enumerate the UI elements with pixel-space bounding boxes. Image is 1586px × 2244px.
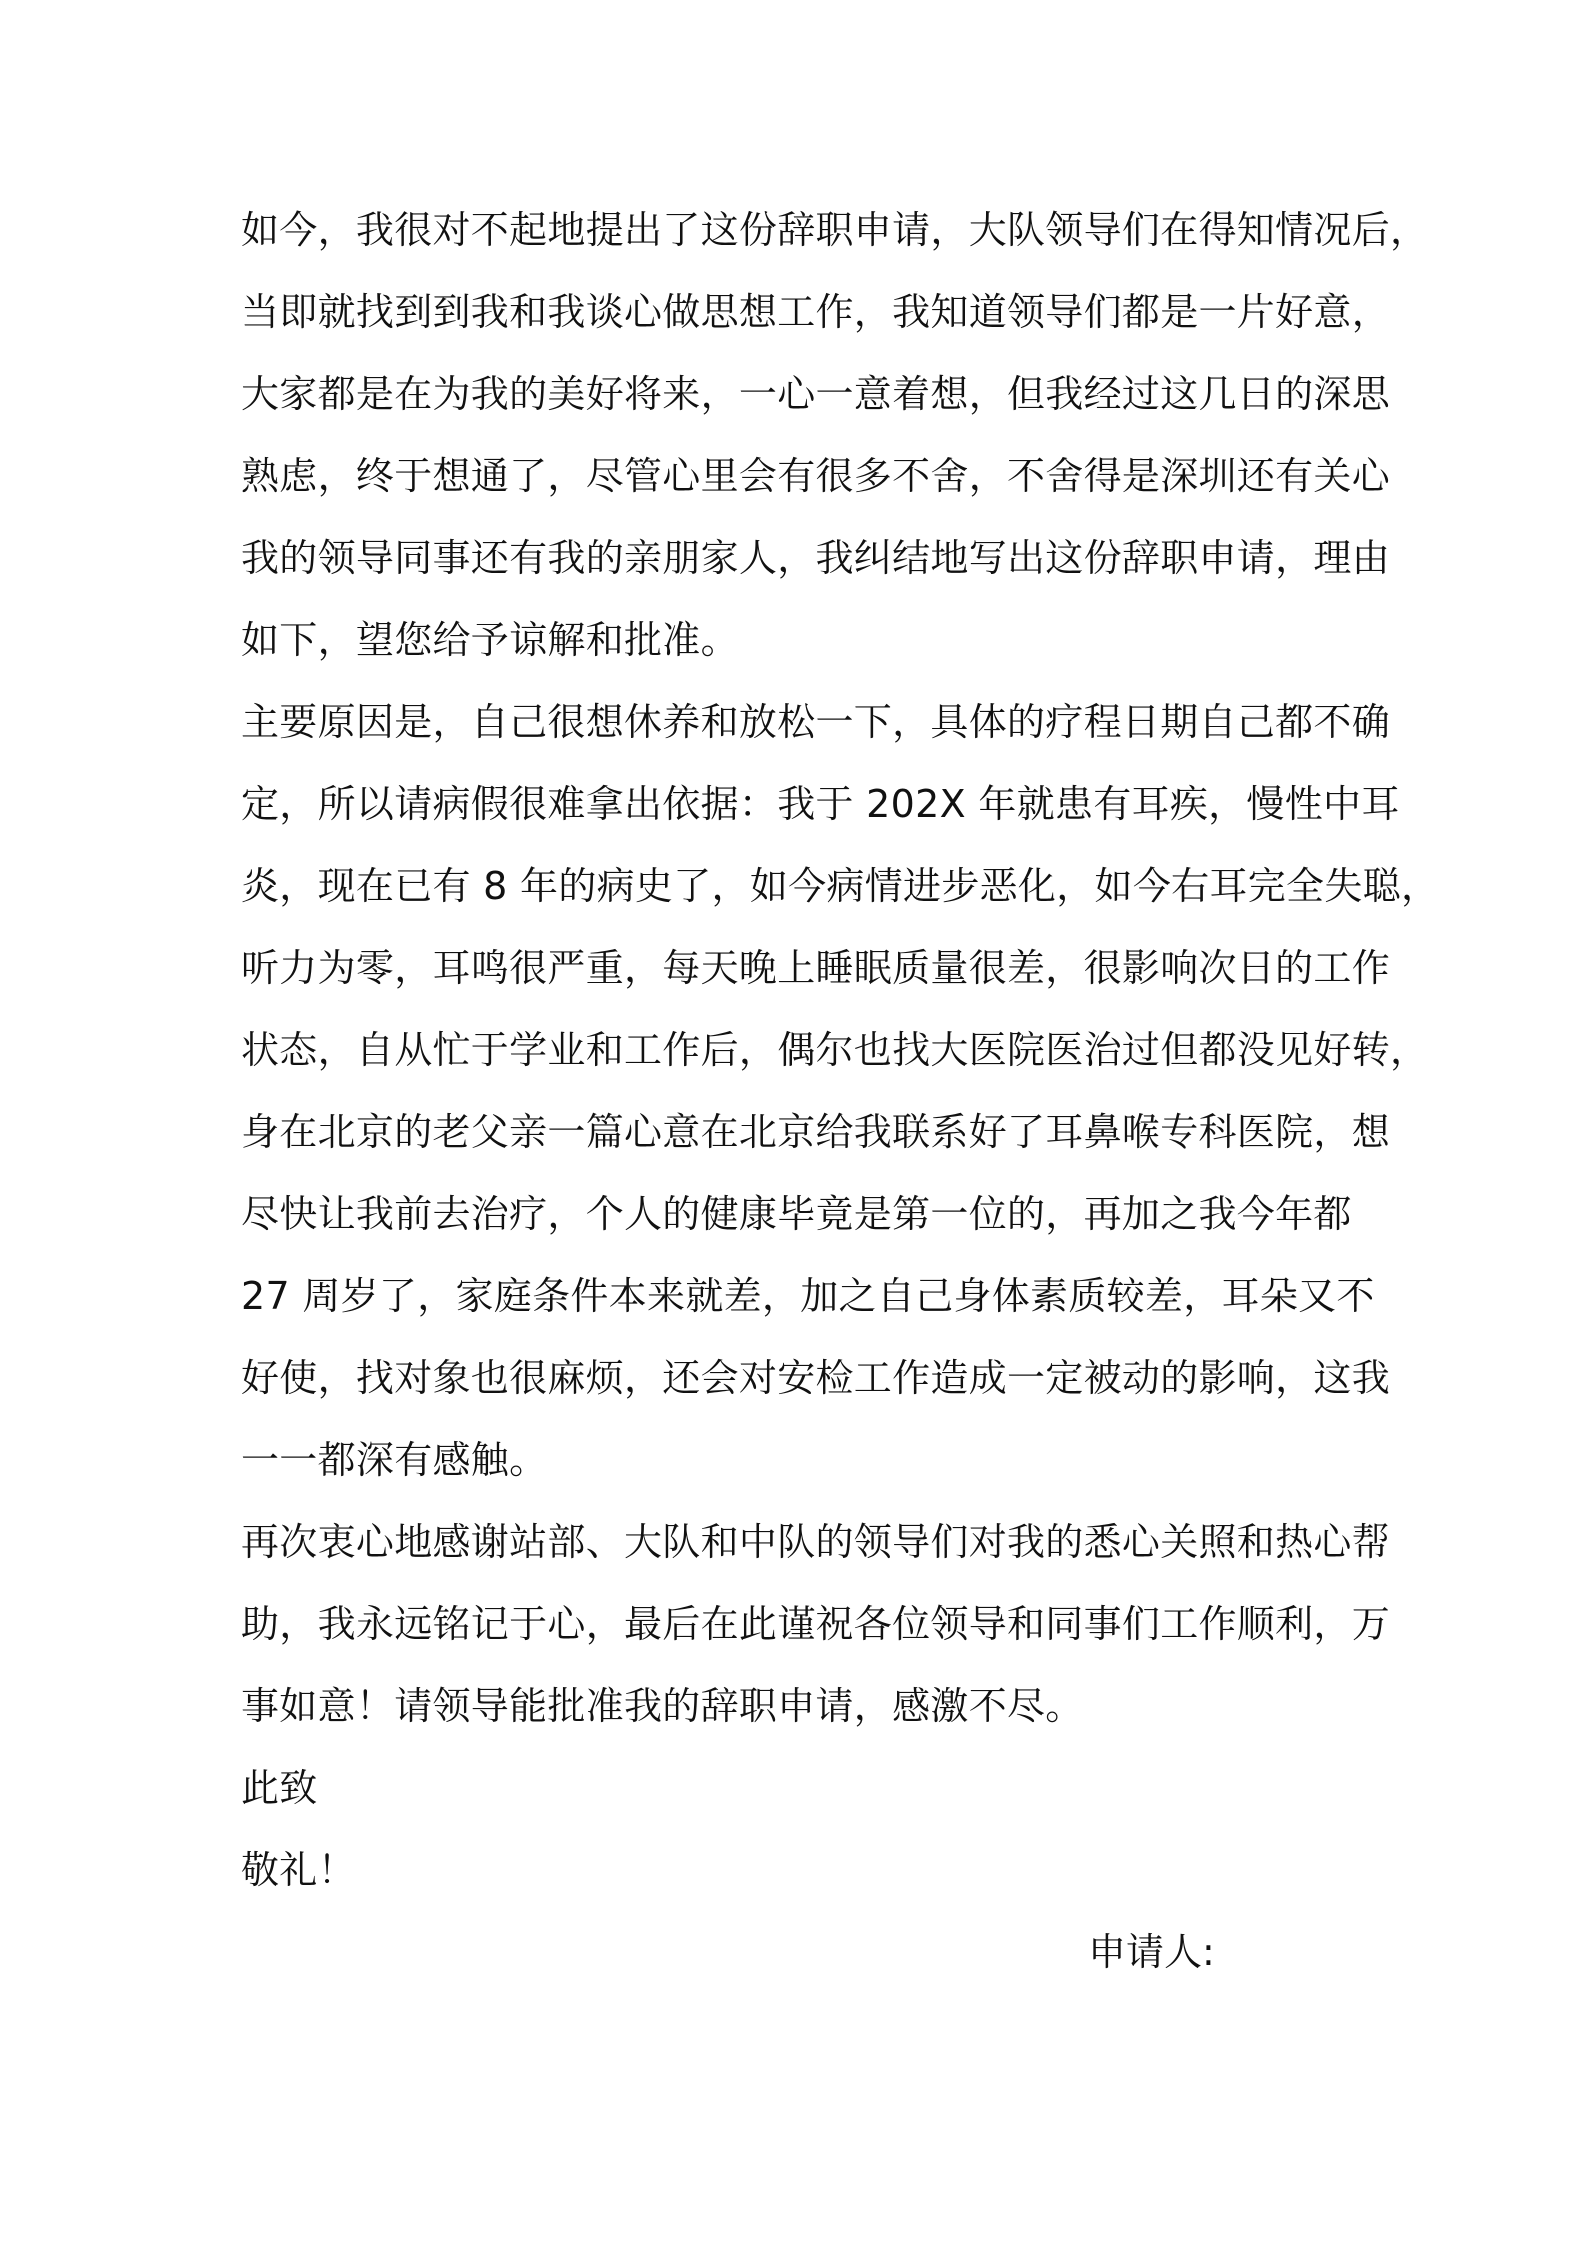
closing-line-1: 此致 bbox=[241, 1766, 318, 1810]
text-line-2: 当即就找到到我和我谈心做思想工作，我知道领导们都是一片好意， bbox=[241, 290, 1391, 334]
text-line-4: 熟虑，终于想通了，尽管心里会有很多不舍，不舍得是深圳还有关心 bbox=[241, 454, 1391, 498]
text-line-13: 尽快让我前去治疗，个人的健康毕竟是第一位的，再加之我今年都 bbox=[241, 1192, 1352, 1236]
text-line-16: 一一都深有感触。 bbox=[241, 1438, 548, 1482]
text-line-18: 助，我永远铭记于心，最后在此谨祝各位领导和同事们工作顺利，万 bbox=[241, 1602, 1391, 1646]
text-line-10: 听力为零，耳鸣很严重，每天晚上睡眠质量很差，很影响次日的工作 bbox=[241, 946, 1391, 990]
text-line-8: 定，所以请病假很难拿出依据：我于 202X 年就患有耳疾，慢性中耳 bbox=[241, 782, 1400, 826]
text-line-1: 如今，我很对不起地提出了这份辞职申请，大队领导们在得知情况后， bbox=[241, 208, 1429, 252]
text-line-19: 事如意！请领导能批准我的辞职申请，感激不尽。 bbox=[241, 1684, 1084, 1728]
text-line-15: 好使，找对象也很麻烦，还会对安检工作造成一定被动的影响，这我 bbox=[241, 1356, 1391, 1400]
text-line-17: 再次衷心地感谢站部、大队和中队的领导们对我的悉心关照和热心帮 bbox=[241, 1520, 1391, 1564]
text-line-5: 我的领导同事还有我的亲朋家人，我纠结地写出这份辞职申请，理由 bbox=[241, 536, 1391, 580]
text-line-14: 27 周岁了，家庭条件本来就差，加之自己身体素质较差，耳朵又不 bbox=[241, 1274, 1375, 1318]
text-line-9: 炎，现在已有 8 年的病史了，如今病情进步恶化，如今右耳完全失聪， bbox=[241, 864, 1440, 908]
text-line-3: 大家都是在为我的美好将来，一心一意着想，但我经过这几日的深思 bbox=[241, 372, 1391, 416]
signature-label: 申请人: bbox=[1088, 1930, 1215, 1974]
text-line-6: 如下，望您给予谅解和批准。 bbox=[241, 618, 739, 662]
closing-line-2: 敬礼！ bbox=[241, 1848, 356, 1892]
text-line-7: 主要原因是，自己很想休养和放松一下，具体的疗程日期自己都不确 bbox=[241, 700, 1391, 744]
text-line-11: 状态，自从忙于学业和工作后，偶尔也找大医院医治过但都没见好转， bbox=[241, 1028, 1429, 1072]
text-line-12: 身在北京的老父亲一篇心意在北京给我联系好了耳鼻喉专科医院，想 bbox=[241, 1110, 1391, 1154]
